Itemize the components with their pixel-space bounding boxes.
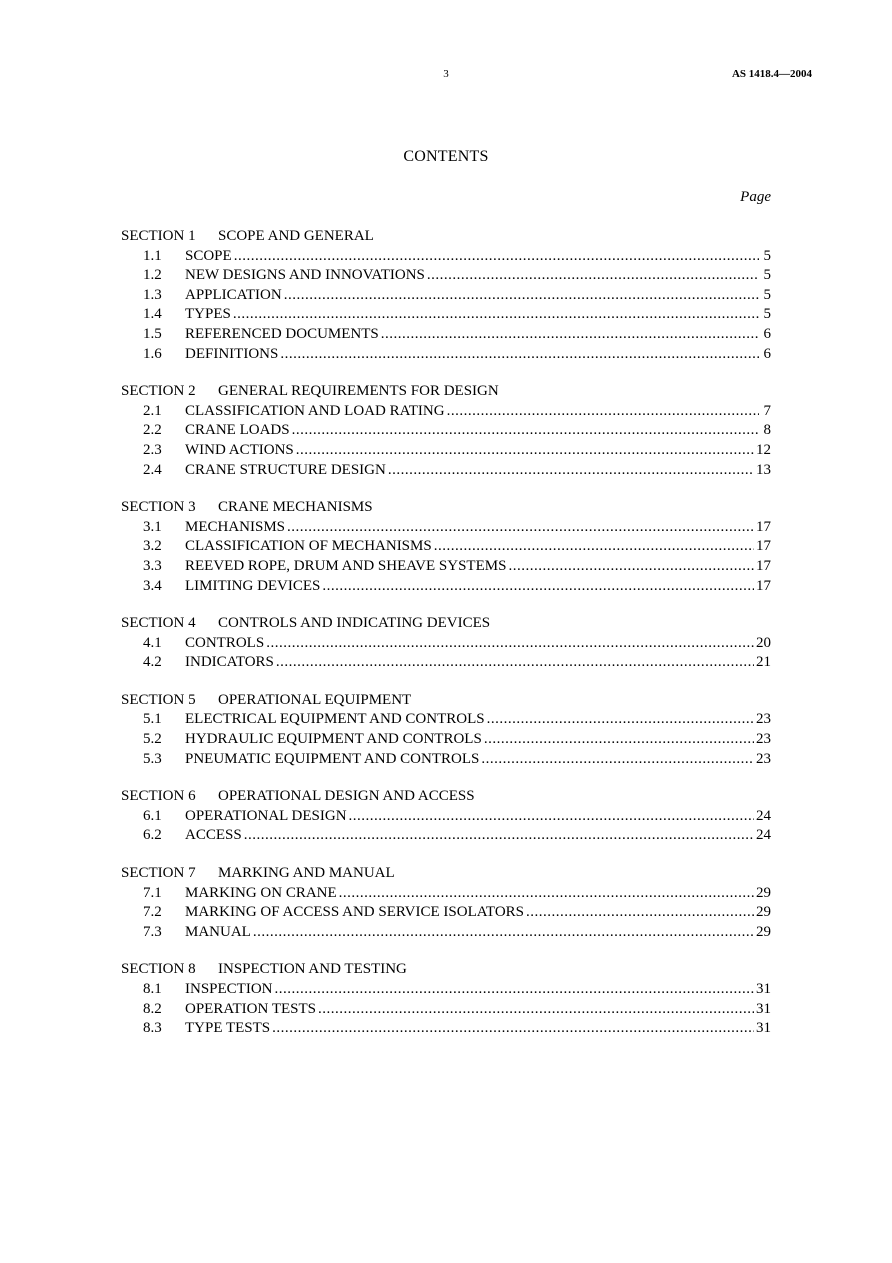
entry-number: 1.2 (143, 267, 162, 284)
toc-entry[interactable] (121, 441, 771, 461)
entry-title: INSPECTION (185, 981, 273, 997)
entry-title: MANUAL (185, 923, 251, 940)
entry-title: CLASSIFICATION AND LOAD RATING (185, 402, 445, 419)
toc-entry[interactable] (121, 577, 771, 597)
dot-leader (339, 884, 754, 904)
standard-reference: AS 1418.4—2004 (731, 68, 812, 80)
dot-leader (322, 577, 754, 597)
entry-number: 2.1 (143, 402, 162, 419)
toc-entry[interactable] (121, 266, 771, 286)
entry-title: SCOPE (185, 247, 232, 264)
entry-title: CONTROLS (185, 634, 265, 651)
entry-number: 7.2 (143, 904, 162, 921)
entry-title: ELECTRICAL EQUIPMENT AND CONTROLS (185, 711, 485, 728)
toc-entry[interactable] (121, 710, 771, 730)
dot-leader (292, 421, 759, 441)
dot-leader (296, 441, 754, 461)
entry-title: CRANE STRUCTURE DESIGN (185, 461, 386, 478)
entry-page-number: 5 (763, 286, 771, 303)
toc-entry[interactable] (121, 730, 771, 750)
entry-title: INDICATORS (185, 654, 274, 671)
dot-leader (427, 266, 759, 286)
entry-title: MARKING OF ACCESS AND SERVICE ISOLATORS (185, 904, 525, 921)
toc-section (121, 614, 771, 673)
entry-number: 2.2 (143, 422, 162, 439)
entry-page-number: 5 (763, 306, 771, 323)
section-label: SECTION 4 (121, 615, 196, 632)
toc-entry[interactable] (121, 421, 771, 441)
section-heading[interactable] (121, 227, 771, 247)
entry-page-number: 12 (756, 441, 771, 458)
entry-title: OPERATIONAL DESIGN (185, 807, 347, 824)
dot-leader (287, 518, 754, 538)
entry-title: NEW DESIGNS AND INNOVATIONS (185, 267, 425, 284)
section-heading[interactable] (121, 498, 771, 518)
section-heading[interactable] (121, 614, 771, 634)
entry-page-number: 29 (756, 884, 771, 901)
dot-leader (253, 923, 754, 943)
toc-section (121, 864, 771, 942)
entry-page-number: 7 (763, 402, 771, 419)
entry-title: CRANE LOADS (185, 422, 290, 439)
entry-number: 7.3 (143, 923, 162, 940)
entry-number: 8.1 (143, 981, 162, 997)
entry-number: 5.3 (143, 750, 162, 767)
toc-entry[interactable] (121, 537, 771, 557)
entry-number: 8.2 (143, 1000, 162, 1017)
entry-number: 6.1 (143, 807, 162, 824)
entry-page-number: 29 (756, 904, 771, 921)
page-number: 3 (443, 68, 449, 80)
section-label: SECTION 1 (121, 228, 196, 244)
entry-page-number: 31 (756, 1000, 771, 1017)
entry-title: PNEUMATIC EQUIPMENT AND CONTROLS (185, 750, 480, 767)
entry-page-number: 17 (756, 518, 771, 535)
dot-leader (388, 461, 754, 481)
toc-entry[interactable] (121, 923, 771, 943)
section-title: MARKING AND MANUAL (218, 865, 395, 882)
entry-number: 4.1 (143, 634, 162, 651)
toc-section (121, 787, 771, 846)
dot-leader (481, 750, 754, 770)
entry-title: REFERENCED DOCUMENTS (185, 325, 379, 342)
section-title: OPERATIONAL EQUIPMENT (218, 691, 412, 708)
entry-title: MARKING ON CRANE (185, 884, 337, 901)
dot-leader (280, 345, 759, 365)
toc-entry[interactable] (121, 557, 771, 577)
toc-section (121, 960, 771, 1038)
toc-section (121, 227, 771, 364)
section-label: SECTION 3 (121, 499, 196, 516)
dot-leader (434, 537, 754, 557)
entry-number: 8.3 (143, 1020, 162, 1037)
entry-number: 3.2 (143, 538, 162, 555)
entry-title: REEVED ROPE, DRUM AND SHEAVE SYSTEMS (185, 557, 507, 574)
dot-leader (349, 807, 754, 827)
toc-entry[interactable] (121, 884, 771, 904)
entry-number: 5.1 (143, 711, 162, 728)
entry-number: 1.3 (143, 286, 162, 303)
entry-page-number: 20 (756, 634, 771, 651)
contents-title: CONTENTS (403, 148, 489, 165)
toc-entry[interactable] (121, 634, 771, 654)
entry-page-number: 23 (756, 750, 771, 767)
section-heading[interactable] (121, 864, 771, 884)
entry-number: 1.5 (143, 325, 162, 342)
entry-title: WIND ACTIONS (185, 441, 294, 458)
toc-entry[interactable] (121, 903, 771, 923)
dot-leader (447, 402, 759, 422)
dot-leader (272, 1019, 754, 1039)
entry-title: HYDRAULIC EQUIPMENT AND CONTROLS (185, 731, 482, 748)
toc-section (121, 498, 771, 596)
toc-entry[interactable] (121, 402, 771, 422)
toc-entry[interactable] (121, 286, 771, 306)
toc-entry[interactable] (121, 1000, 771, 1020)
entry-number: 1.1 (143, 247, 162, 264)
entry-page-number: 13 (756, 461, 771, 478)
entry-number: 2.3 (143, 441, 162, 458)
entry-number: 1.6 (143, 345, 162, 362)
entry-page-number: 8 (763, 422, 771, 439)
dot-leader (234, 247, 759, 267)
entry-page-number: 6 (763, 345, 771, 362)
entry-page-number: 29 (756, 923, 771, 940)
entry-number: 7.1 (143, 884, 162, 901)
entry-title: CLASSIFICATION OF MECHANISMS (185, 538, 432, 555)
dot-leader (487, 710, 754, 730)
entry-page-number: 17 (756, 577, 771, 594)
entry-number: 4.2 (143, 654, 162, 671)
section-heading[interactable] (121, 787, 771, 807)
toc-section (121, 691, 771, 769)
entry-page-number: 17 (756, 557, 771, 574)
entry-title: TYPE TESTS (185, 1020, 271, 1037)
entry-title: OPERATION TESTS (185, 1000, 316, 1017)
dot-leader (318, 1000, 754, 1020)
entry-title: LIMITING DEVICES (185, 577, 321, 594)
section-label: SECTION 7 (121, 865, 196, 882)
section-title: OPERATIONAL DESIGN AND ACCESS (218, 788, 475, 805)
dot-leader (381, 325, 759, 345)
section-title: CRANE MECHANISMS (218, 499, 373, 516)
section-heading[interactable] (121, 960, 771, 980)
dot-leader (275, 980, 754, 1000)
dot-leader (266, 634, 754, 654)
dot-leader (244, 826, 754, 846)
page-column-heading: Page (740, 189, 771, 205)
section-label: SECTION 6 (121, 788, 196, 805)
toc-entry[interactable] (121, 305, 771, 325)
entry-title: ACCESS (185, 827, 242, 844)
entry-title: MECHANISMS (185, 518, 286, 535)
toc-entry[interactable] (121, 826, 771, 846)
dot-leader (276, 653, 754, 673)
table-of-contents (121, 227, 771, 1057)
toc-entry[interactable] (121, 461, 771, 481)
entry-number: 1.4 (143, 306, 162, 323)
section-label: SECTION 2 (121, 383, 196, 400)
dot-leader (526, 903, 754, 923)
toc-section (121, 382, 771, 480)
entry-page-number: 23 (756, 711, 771, 728)
entry-number: 5.2 (143, 731, 162, 748)
section-title: SCOPE AND GENERAL (218, 228, 374, 244)
entry-page-number: 17 (756, 538, 771, 555)
section-title: CONTROLS AND INDICATING DEVICES (218, 615, 491, 632)
toc-entry[interactable] (121, 807, 771, 827)
entry-page-number: 24 (756, 827, 771, 844)
entry-page-number: 5 (763, 247, 771, 264)
section-heading[interactable] (121, 382, 771, 402)
toc-entry[interactable] (121, 247, 771, 267)
entry-title: DEFINITIONS (185, 345, 279, 362)
toc-entry[interactable] (121, 653, 771, 673)
toc-entry[interactable] (121, 980, 771, 1000)
entry-number: 3.1 (143, 518, 162, 535)
toc-entry[interactable] (121, 518, 771, 538)
entry-page-number: 31 (756, 1020, 771, 1037)
section-heading[interactable] (121, 691, 771, 711)
entry-number: 2.4 (143, 461, 162, 478)
entry-page-number: 24 (756, 807, 771, 824)
section-label: SECTION 8 (121, 961, 196, 978)
section-title: GENERAL REQUIREMENTS FOR DESIGN (218, 383, 499, 400)
entry-title: TYPES (185, 306, 231, 323)
dot-leader (484, 730, 754, 750)
entry-page-number: 5 (763, 267, 771, 284)
entry-number: 3.3 (143, 557, 162, 574)
section-title: INSPECTION AND TESTING (218, 961, 407, 978)
section-label: SECTION 5 (121, 691, 196, 708)
entry-number: 6.2 (143, 827, 162, 844)
entry-page-number: 31 (756, 981, 771, 997)
dot-leader (284, 286, 759, 306)
toc-entry[interactable] (121, 750, 771, 770)
toc-entry[interactable] (121, 1019, 771, 1039)
toc-entry[interactable] (121, 345, 771, 365)
entry-page-number: 23 (756, 731, 771, 748)
dot-leader (233, 305, 759, 325)
entry-number: 3.4 (143, 577, 162, 594)
toc-entry[interactable] (121, 325, 771, 345)
entry-page-number: 21 (756, 654, 771, 671)
entry-title: APPLICATION (185, 286, 282, 303)
dot-leader (508, 557, 754, 577)
entry-page-number: 6 (763, 325, 771, 342)
